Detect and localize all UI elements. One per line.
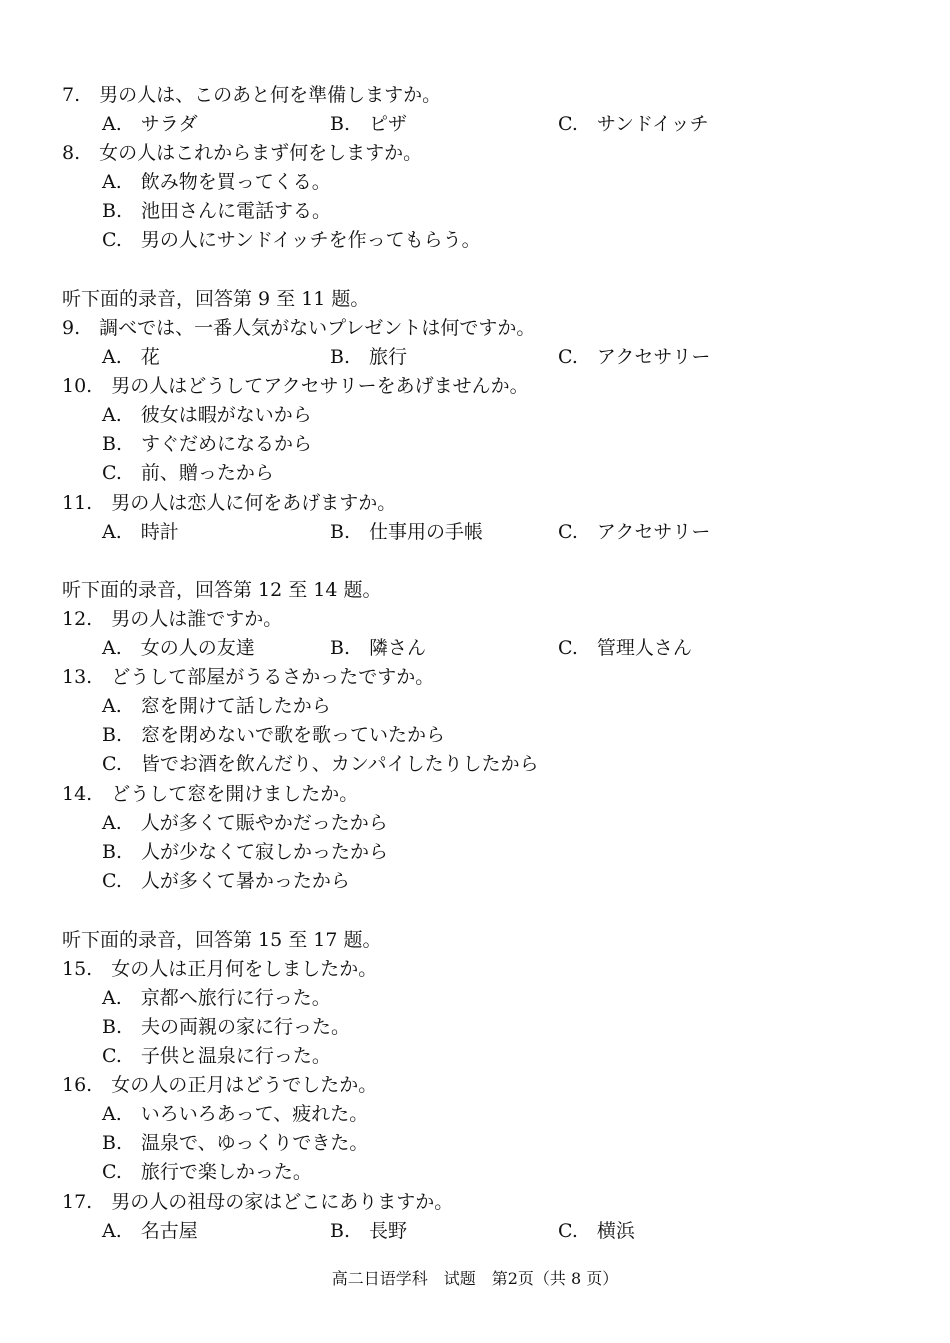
q17-option-c: C. 横浜 [558, 1220, 635, 1242]
q12-option-a: A. 女の人の友達 [102, 637, 255, 659]
section-heading-9-11: 听下面的录音，回答第 9 至 11 题。 [62, 288, 370, 310]
q10-option-a: A. 彼女は暇がないから [102, 404, 312, 426]
question-10: 10. 男の人はどうしてアクセサリーをあげませんか。 [62, 375, 529, 397]
question-15: 15. 女の人は正月何をしましたか。 [62, 958, 378, 980]
q12-option-c: C. 管理人さん [558, 637, 692, 659]
q15-option-a: A. 京都へ旅行に行った。 [102, 987, 331, 1009]
q15-option-b: B. 夫の両親の家に行った。 [102, 1016, 351, 1038]
question-14: 14. どうして窓を開けましたか。 [62, 783, 359, 805]
q13-option-c: C. 皆でお酒を飲んだり、カンパイしたりしたから [102, 753, 539, 775]
q16-option-a: A. いろいろあって、疲れた。 [102, 1103, 369, 1125]
q8-option-a: A. 飲み物を買ってくる。 [102, 171, 331, 193]
q16-option-b: B. 温泉で、ゆっくりできた。 [102, 1132, 369, 1154]
q8-option-b: B. 池田さんに電話する。 [102, 200, 332, 222]
q11-option-c: C. アクセサリー [558, 521, 711, 543]
q9-option-b: B. 旅行 [330, 346, 408, 368]
q11-option-a: A. 時計 [102, 521, 179, 543]
q15-option-c: C. 子供と温泉に行った。 [102, 1045, 331, 1067]
q13-option-b: B. 窓を閉めないで歌を歌っていたから [102, 724, 446, 746]
q8-option-c: C. 男の人にサンドイッチを作ってもらう。 [102, 229, 481, 251]
q7-option-c: C. サンドイッチ [558, 113, 709, 135]
q11-option-b: B. 仕事用の手帳 [330, 521, 484, 543]
question-9: 9. 調べでは、一番人気がないプレゼントは何ですか。 [62, 317, 536, 339]
q17-option-a: A. 名古屋 [102, 1220, 198, 1242]
question-17: 17. 男の人の祖母の家はどこにありますか。 [62, 1191, 454, 1213]
q17-option-b: B. 長野 [330, 1220, 408, 1242]
q13-option-a: A. 窓を開けて話したから [102, 695, 331, 717]
q10-option-c: C. 前、贈ったから [102, 462, 274, 484]
q7-option-a: A. サラダ [102, 113, 198, 135]
q14-option-b: B. 人が少なくて寂しかったから [102, 841, 389, 863]
question-12: 12. 男の人は誰ですか。 [62, 608, 283, 630]
section-heading-15-17: 听下面的录音，回答第 15 至 17 题。 [62, 929, 382, 951]
q9-option-a: A. 花 [102, 346, 160, 368]
q16-option-c: C. 旅行で楽しかった。 [102, 1161, 312, 1183]
question-8: 8. 女の人はこれからまず何をしますか。 [62, 142, 423, 164]
q10-option-b: B. すぐだめになるから [102, 433, 313, 455]
question-11: 11. 男の人は恋人に何をあげますか。 [62, 492, 397, 514]
q14-option-a: A. 人が多くて賑やかだったから [102, 812, 388, 834]
question-16: 16. 女の人の正月はどうでしたか。 [62, 1074, 378, 1096]
q7-option-b: B. ピザ [330, 113, 408, 135]
question-13: 13. どうして部屋がうるさかったですか。 [62, 666, 435, 688]
section-heading-12-14: 听下面的录音，回答第 12 至 14 题。 [62, 579, 382, 601]
page-footer: 高二日语学科 试题 第2页（共 8 页） [331, 1269, 619, 1288]
q9-option-c: C. アクセサリー [558, 346, 711, 368]
question-7: 7. 男の人は、このあと何を準備しますか。 [62, 84, 442, 106]
q12-option-b: B. 隣さん [330, 637, 427, 659]
q14-option-c: C. 人が多くて暑かったから [102, 870, 350, 892]
